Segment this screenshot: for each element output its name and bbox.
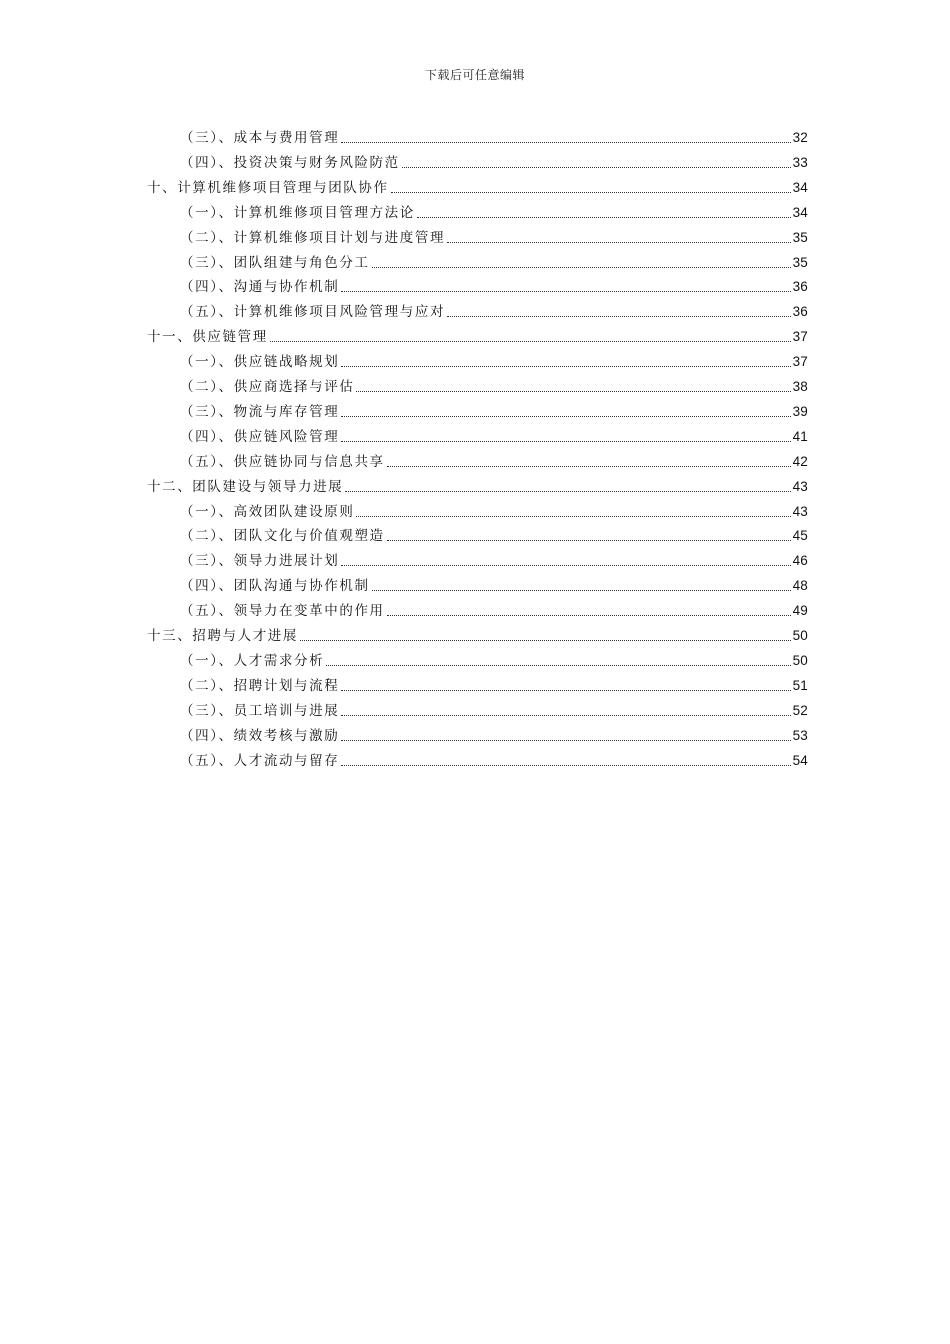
toc-section-entry[interactable] — [180, 750, 808, 770]
toc-section-entry[interactable] — [180, 525, 808, 545]
toc-entry-label: （二）、招聘计划与流程 — [180, 677, 340, 694]
toc-dot-leader — [372, 589, 791, 591]
toc-entry-label: （四）、沟通与协作机制 — [180, 279, 340, 296]
toc-section-entry[interactable] — [180, 426, 808, 446]
toc-page-number: 35 — [792, 254, 808, 270]
toc-dot-leader — [341, 141, 790, 143]
toc-section-entry[interactable] — [180, 252, 808, 272]
toc-section-entry[interactable] — [180, 700, 808, 720]
toc-section-entry[interactable] — [180, 351, 808, 371]
toc-entry-label: （二）、供应商选择与评估 — [180, 379, 355, 395]
toc-entry-label: （二）、计算机维修项目计划与进度管理 — [180, 229, 446, 246]
toc-page-number: 52 — [792, 702, 808, 718]
toc-dot-leader — [341, 689, 790, 691]
toc-page-number: 54 — [792, 752, 808, 768]
page-header: 下载后可任意编辑 — [424, 68, 525, 82]
toc-entry-label: （四）、投资决策与财务风险防范 — [180, 154, 400, 171]
toc-dot-leader — [372, 266, 791, 268]
toc-section-entry[interactable] — [180, 575, 808, 595]
toc-dot-leader — [402, 166, 791, 168]
toc-entry-label: 十、计算机维修项目管理与团队协作 — [147, 179, 389, 196]
toc-section-entry[interactable] — [180, 227, 808, 247]
toc-entry-label: （三）、员工培训与进展 — [180, 702, 340, 719]
toc-page-number: 36 — [792, 304, 808, 320]
toc-dot-leader — [326, 664, 790, 666]
toc-section-entry[interactable] — [180, 301, 808, 321]
toc-dot-leader — [387, 614, 791, 616]
toc-dot-leader — [391, 191, 791, 193]
toc-entry-label: 十二、团队建设与领导力进展 — [147, 478, 344, 495]
toc-dot-leader — [447, 315, 791, 317]
toc-entry-label: （二）、团队文化与价值观塑造 — [180, 528, 385, 545]
toc-page-number: 37 — [792, 354, 808, 370]
toc-section-entry[interactable] — [180, 202, 808, 222]
toc-section-entry[interactable] — [180, 725, 808, 745]
toc-entry-label: （一）、人才需求分析 — [180, 652, 325, 669]
toc-page-number: 48 — [792, 578, 808, 594]
toc-section-entry[interactable] — [180, 127, 808, 147]
toc-dot-leader — [447, 241, 791, 243]
toc-chapter-entry[interactable] — [147, 625, 808, 645]
toc-entry-label: （一）、供应链战略规划 — [180, 354, 340, 371]
toc-chapter-entry[interactable] — [147, 326, 808, 346]
toc-chapter-entry[interactable] — [147, 177, 808, 197]
toc-page-number: 34 — [792, 204, 808, 220]
toc-page-number: 49 — [792, 603, 808, 619]
toc-dot-leader — [345, 490, 790, 492]
toc-page-number: 51 — [792, 677, 808, 693]
toc-section-entry[interactable] — [180, 401, 808, 421]
toc-entry-label: （五）、领导力在变革中的作用 — [180, 603, 385, 620]
toc-entry-label: （三）、成本与费用管理 — [180, 130, 340, 146]
toc-entry-label: （一）、计算机维修项目管理方法论 — [180, 204, 415, 221]
toc-page-number: 41 — [792, 428, 808, 444]
toc-dot-leader — [356, 390, 790, 392]
toc-dot-leader — [341, 415, 790, 417]
toc-entry-label: （三）、物流与库存管理 — [180, 403, 340, 420]
toc-page-number: 32 — [792, 130, 808, 145]
toc-section-entry[interactable] — [180, 276, 808, 296]
toc-page-number: 43 — [792, 478, 808, 494]
toc-section-entry[interactable] — [180, 152, 808, 172]
toc-page-number: 46 — [792, 553, 808, 569]
toc-entry-label: （四）、绩效考核与激励 — [180, 727, 340, 744]
toc-entry-label: （五）、人才流动与留存 — [180, 752, 340, 769]
toc-page-number: 43 — [792, 503, 808, 519]
toc-page-number: 45 — [792, 528, 808, 544]
toc-page-number: 50 — [792, 652, 808, 668]
toc-entry-label: 十三、招聘与人才进展 — [147, 628, 298, 644]
toc-dot-leader — [356, 515, 790, 517]
toc-section-entry[interactable] — [180, 550, 808, 570]
toc-entry-label: （一）、高效团队建设原则 — [180, 503, 355, 520]
toc-dot-leader — [341, 564, 790, 566]
toc-section-entry[interactable] — [180, 675, 808, 695]
toc-section-entry[interactable] — [180, 650, 808, 670]
toc-dot-leader — [341, 440, 790, 442]
toc-page-number: 37 — [792, 329, 808, 345]
toc-dot-leader — [417, 216, 791, 218]
toc-dot-leader — [341, 290, 790, 292]
toc-entry-label: （四）、团队沟通与协作机制 — [180, 578, 370, 595]
toc-section-entry[interactable] — [180, 451, 808, 471]
toc-section-entry[interactable] — [180, 376, 808, 396]
toc-page-number: 50 — [792, 628, 808, 643]
toc-entry-label: （四）、供应链风险管理 — [180, 428, 340, 445]
toc-entry-label: （三）、团队组建与角色分工 — [180, 254, 370, 271]
toc-section-entry[interactable] — [180, 600, 808, 620]
toc-page-number: 38 — [792, 379, 808, 394]
toc-page-number: 39 — [792, 403, 808, 419]
toc-page-number: 36 — [792, 279, 808, 295]
toc-entry-label: 十一、供应链管理 — [147, 329, 268, 346]
toc-section-entry[interactable] — [180, 501, 808, 521]
toc-page-number: 35 — [792, 229, 808, 245]
toc-page-number: 33 — [792, 154, 808, 170]
toc-entry-label: （五）、供应链协同与信息共享 — [180, 453, 385, 470]
toc-page-number: 53 — [792, 727, 808, 743]
toc-dot-leader — [341, 764, 790, 766]
toc-dot-leader — [341, 714, 790, 716]
toc-dot-leader — [300, 639, 791, 641]
toc-dot-leader — [341, 365, 790, 367]
toc-dot-leader — [270, 340, 791, 342]
toc-page-number: 34 — [792, 179, 808, 195]
toc-chapter-entry[interactable] — [147, 476, 808, 496]
toc-page-number: 42 — [792, 453, 808, 469]
toc-entry-label: （五）、计算机维修项目风险管理与应对 — [180, 304, 446, 321]
toc-entry-label: （三）、领导力进展计划 — [180, 553, 340, 570]
toc-dot-leader — [387, 465, 791, 467]
toc-dot-leader — [387, 539, 791, 541]
toc-dot-leader — [341, 739, 790, 741]
